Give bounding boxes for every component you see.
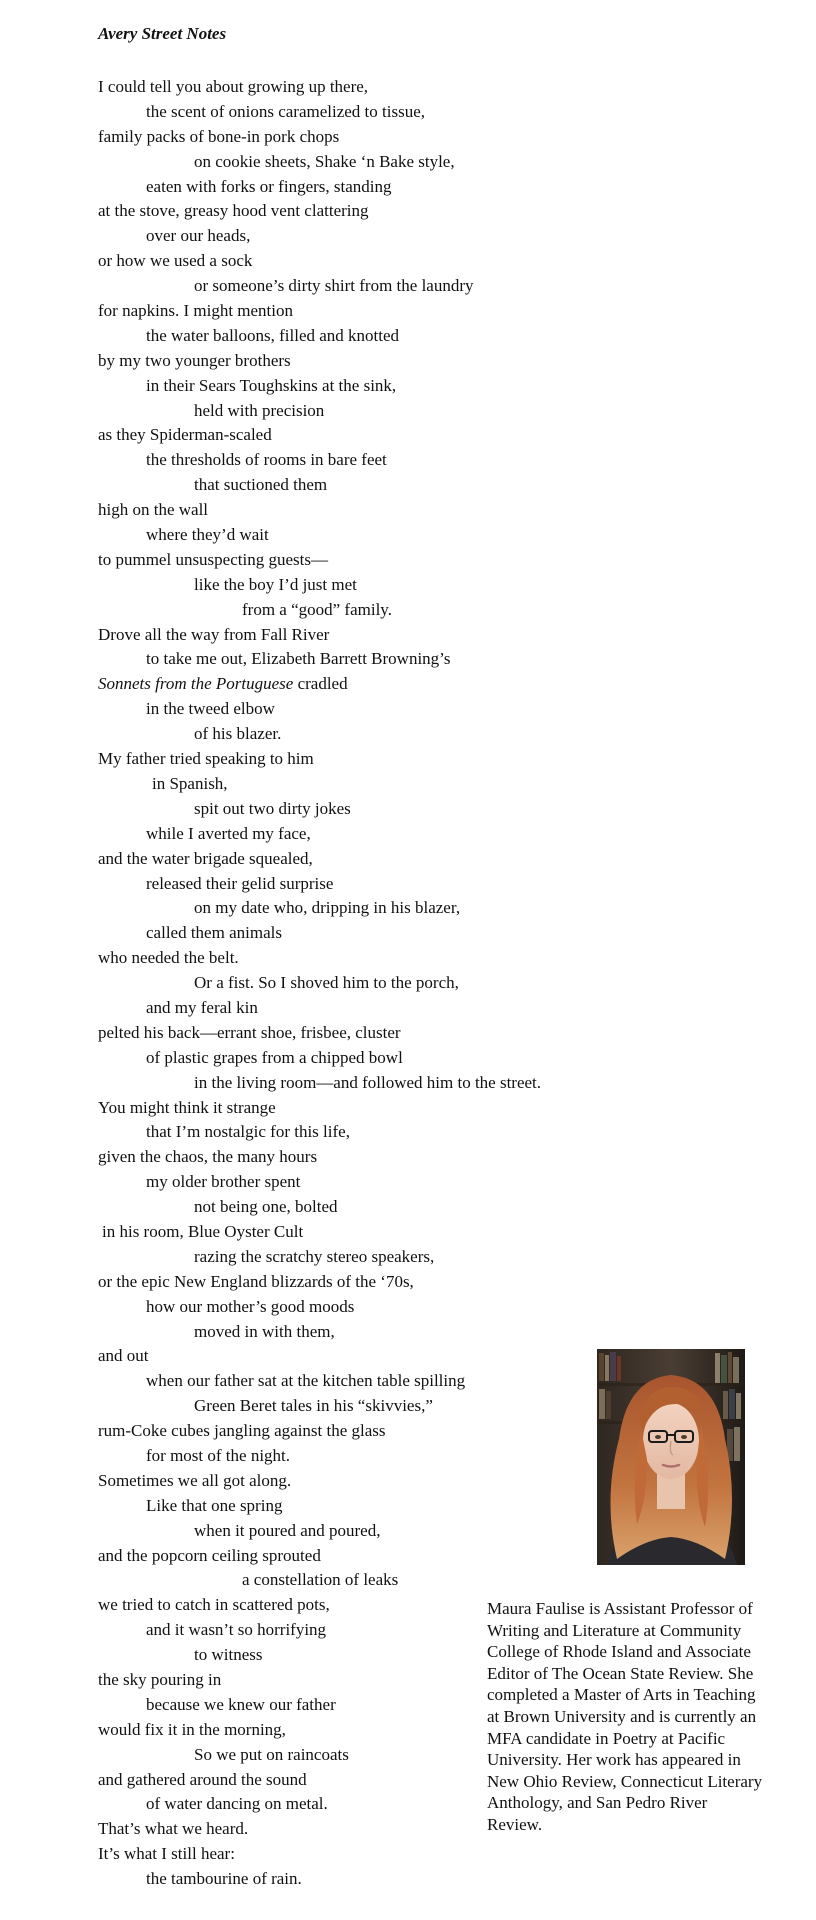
poem-line: razing the scratchy stereo speakers, [194,1246,435,1266]
poem-line-tail: cradled [293,674,348,694]
poem-line: Like that one spring [146,1495,283,1515]
poem-line: and the water brigade squealed, [98,848,313,868]
poem-line: of water dancing on metal. [146,1794,328,1814]
poem-line: not being one, bolted [194,1197,338,1217]
poem-line: to pummel unsuspecting guests— [98,549,328,569]
poem-line: high on the wall [98,500,209,520]
poem-line: given the chaos, the many hours [98,1147,318,1167]
poem-line: on my date who, dripping in his blazer, [194,898,461,918]
poem-line: the scent of onions caramelized to tissue, [146,101,425,121]
poem-line: when it poured and poured, [194,1520,381,1540]
poem-line: my older brother spent [146,1172,301,1192]
poem-line: to witness [194,1645,263,1665]
poem-line: the thresholds of rooms in bare feet [146,450,387,470]
poem-line: in the tweed elbow [146,699,275,719]
poem-line: in their Sears Toughskins at the sink, [146,375,397,395]
poem-line: spit out two dirty jokes [194,798,351,818]
poem-line: that suctioned them [194,475,328,495]
poem-line: Green Beret tales in his “skivvies,” [194,1396,433,1416]
poem-title: Avery Street Notes [98,24,227,43]
poem-line: called them animals [146,923,282,943]
poem-line: because we knew our father [146,1694,336,1714]
poem-line: and gathered around the sound [98,1769,307,1789]
poem-line: pelted his back—errant shoe, frisbee, cluster [98,1022,401,1042]
poem-line: that I’m nostalgic for this life, [146,1122,350,1142]
poem-line: It’s what I still hear: [98,1844,235,1864]
poem-line: for napkins. I might mention [98,301,294,321]
poem-line: to take me out, Elizabeth Barrett Browning’s [146,649,451,669]
poem-line: and the popcorn ceiling sprouted [98,1545,321,1565]
poem-line: I could tell you about growing up there, [98,77,369,96]
poem-line: So we put on raincoats [194,1744,349,1764]
poem-line: by my two younger brothers [98,350,291,370]
poem-line: held with precision [194,400,325,420]
poem-line: or how we used a sock [98,251,253,271]
poem-line: moved in with them, [194,1321,335,1341]
poem-line: Sometimes we all got along. [98,1470,292,1490]
author-portrait-image [597,1349,745,1565]
poem-line: like the boy I’d just met [194,574,357,594]
poem-line: for most of the night. [146,1445,291,1465]
poem-line: who needed the belt. [98,948,239,968]
poem-line: over our heads, [146,226,251,246]
poem-line: rum-Coke cubes jangling against the glass [98,1421,386,1441]
poem-line: of his blazer. [194,724,282,744]
poem-line: we tried to catch in scattered pots, [98,1595,330,1615]
poem-line: the water balloons, filled and knotted [146,325,400,345]
poem-line: would fix it in the morning, [98,1719,286,1739]
poem-line: where they’d wait [146,525,269,545]
poem-line: You might think it strange [98,1097,276,1117]
author-photo [597,1349,745,1565]
poem-line: and my feral kin [146,997,258,1017]
poem-line: and it wasn’t so horrifying [146,1620,327,1640]
poem-line: a constellation of leaks [242,1570,399,1590]
poem-line: My father tried speaking to him [98,749,314,769]
poem-line: family packs of bone-in pork chops [98,126,340,146]
poem-line: That’s what we heard. [98,1819,249,1839]
poem-line: released their gelid surprise [146,873,334,893]
poem-line: as they Spiderman-scaled [98,425,272,445]
poem-line: eaten with forks or fingers, standing [146,176,392,196]
poem-line [98,672,618,697]
poem-line: from a “good” family. [242,599,392,619]
poem-line: while I averted my face, [146,823,311,843]
poem-line: Drove all the way from Fall River [98,624,330,644]
poem-line: in his room, Blue Oyster Cult [102,1221,304,1241]
poem-line: and out [98,1346,149,1366]
poem-line: Or a fist. So I shoved him to the porch, [194,973,459,993]
poem-line: the sky pouring in [98,1670,222,1689]
poem-line: of plastic grapes from a chipped bowl [146,1047,403,1067]
poem-line: in the living room—and followed him to the street. [194,1072,542,1092]
poem-line: the tambourine of rain. [146,1869,302,1889]
poem-line: at the stove, greasy hood vent clattering [98,201,369,221]
poem-line: or someone’s dirty shirt from the laundry [194,276,474,296]
book-title: Sonnets from the Portuguese [98,674,294,694]
poem-line: in Spanish, [152,773,228,793]
poem-line: how our mother’s good moods [146,1296,355,1316]
poem-line: on cookie sheets, Shake ‘n Bake style, [194,151,455,171]
poem-line: when our father sat at the kitchen table spilling [146,1371,466,1391]
author-bio: Maura Faulise is Assistant Professor of Writing and Literature at Community College of Rhode Island and Associate Editor of The Ocean State Review. She completed a Master of Arts in Teaching at Brown University and is currently an MFA candidate in Poetry at Pacific University. Her work has appeared in New Ohio Review, Connecticut Literary Anthology, and San Pedro River Review. [487,1599,763,1834]
poem-line: or the epic New England blizzards of the ‘70s, [98,1271,414,1291]
